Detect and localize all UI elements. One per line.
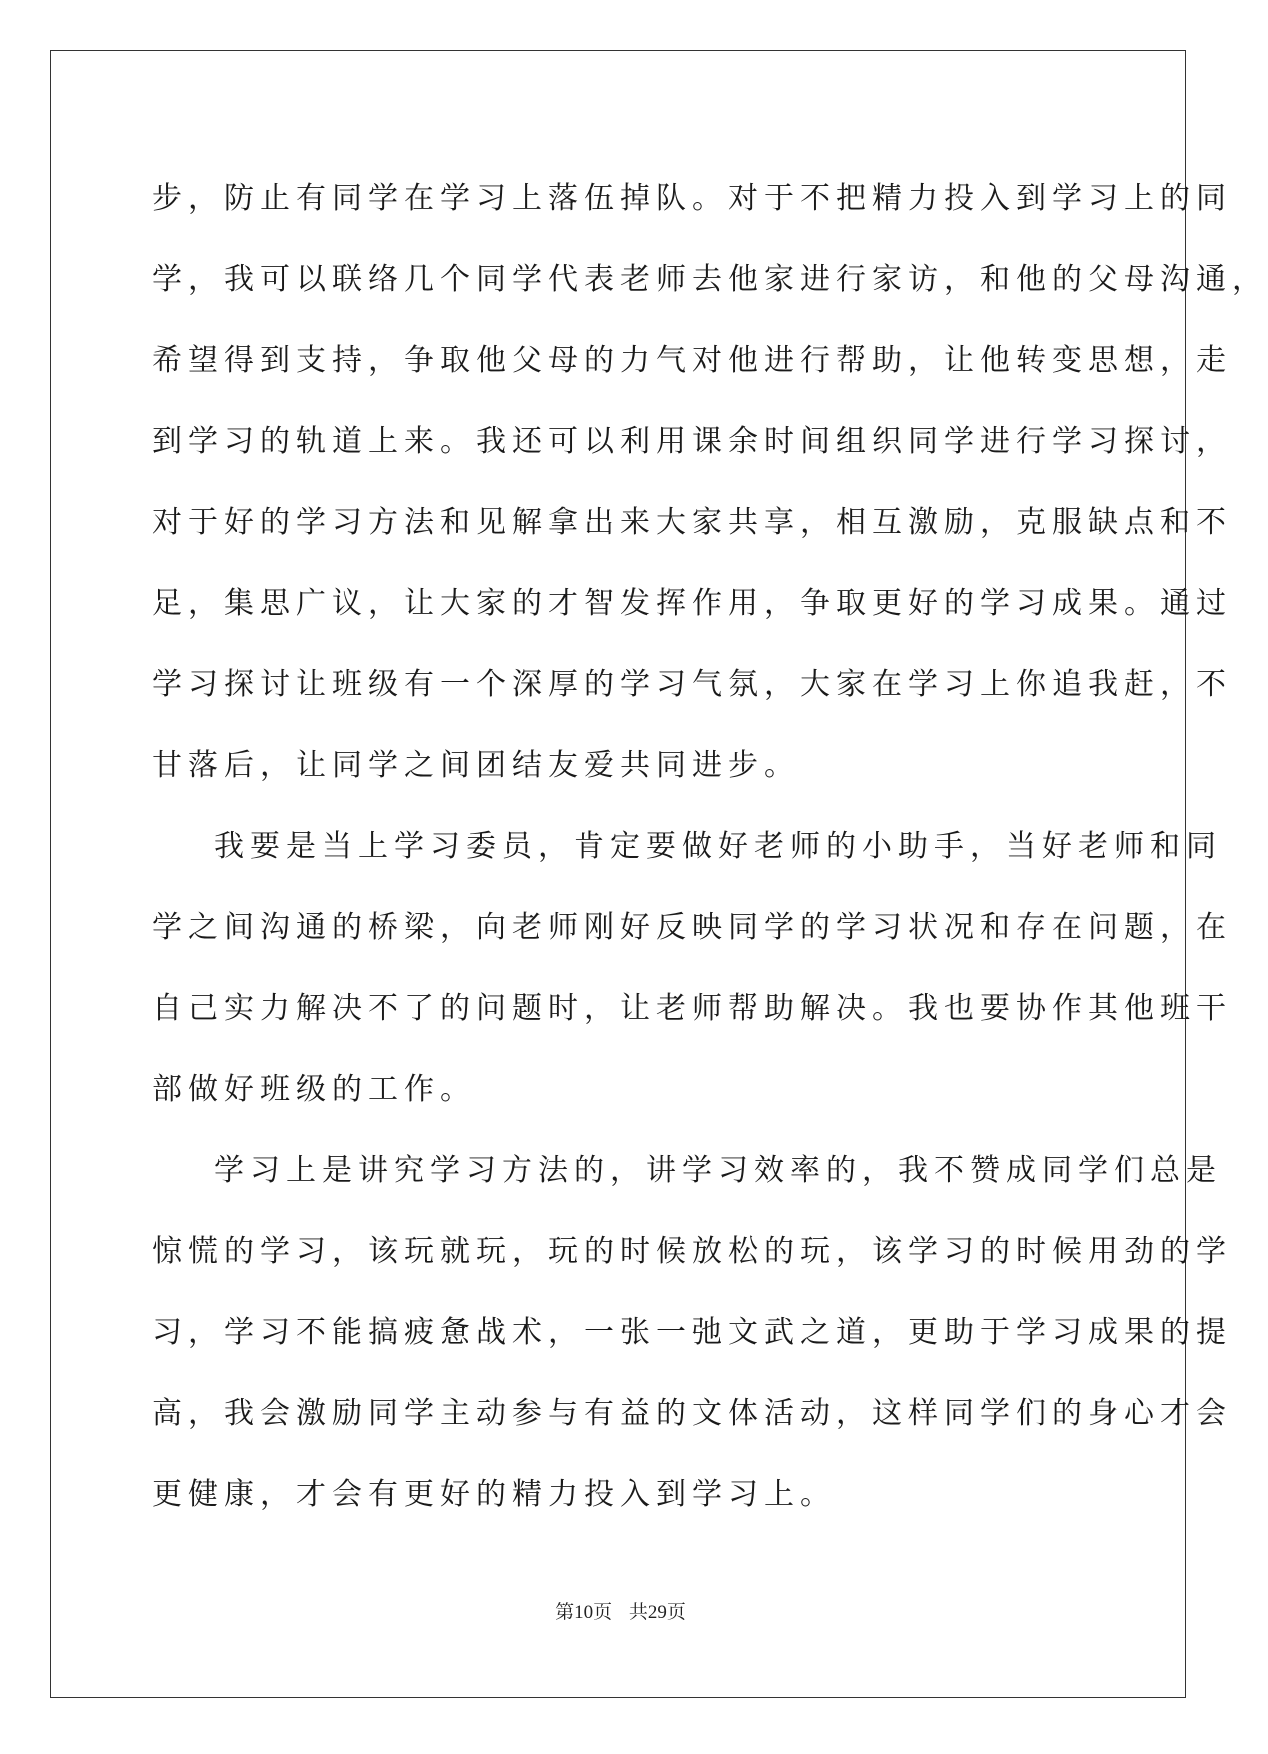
text-line: 惊慌的学习，该玩就玩，玩的时候放松的玩，该学习的时候用劲的学: [152, 1234, 1232, 1269]
text-line: 步，防止有同学在学习上落伍掉队。对于不把精力投入到学习上的同: [152, 181, 1232, 216]
text-line: 学之间沟通的桥梁，向老师刚好反映同学的学习状况和存在问题，在: [152, 910, 1232, 945]
text-line: 更健康，才会有更好的精力投入到学习上。: [152, 1477, 836, 1512]
document-body: [152, 158, 1268, 1535]
text-line: 甘落后，让同学之间团结友爱共同进步。: [152, 748, 800, 783]
text-line: 学习上是讲究学习方法的，讲学习效率的，我不赞成同学们总是: [214, 1153, 1222, 1188]
text-line: 习，学习不能搞疲惫战术，一张一弛文武之道，更助于学习成果的提: [152, 1315, 1232, 1350]
total-page-count: 共29页: [628, 1602, 686, 1623]
text-line: 学，我可以联络几个同学代表老师去他家进行家访，和他的父母沟通，: [152, 262, 1268, 297]
text-line: 对于好的学习方法和见解拿出来大家共享，相互激励，克服缺点和不: [152, 505, 1232, 540]
text-line: 希望得到支持，争取他父母的力气对他进行帮助，让他转变思想，走: [152, 343, 1232, 378]
text-line: 高，我会激励同学主动参与有益的文体活动，这样同学们的身心才会: [152, 1396, 1232, 1431]
text-line: 我要是当上学习委员，肯定要做好老师的小助手，当好老师和同: [214, 829, 1222, 864]
text-line: 学习探讨让班级有一个深厚的学习气氛，大家在学习上你追我赶，不: [152, 667, 1232, 702]
text-line: 自己实力解决不了的问题时，让老师帮助解决。我也要协作其他班干: [152, 991, 1232, 1026]
current-page-number: 第10页: [555, 1602, 613, 1623]
page-footer: [0, 1597, 1241, 1624]
text-line: 足，集思广议，让大家的才智发挥作用，争取更好的学习成果。通过: [152, 586, 1232, 621]
text-line: 到学习的轨道上来。我还可以利用课余时间组织同学进行学习探讨，: [152, 424, 1232, 459]
text-line: 部做好班级的工作。: [152, 1072, 476, 1107]
